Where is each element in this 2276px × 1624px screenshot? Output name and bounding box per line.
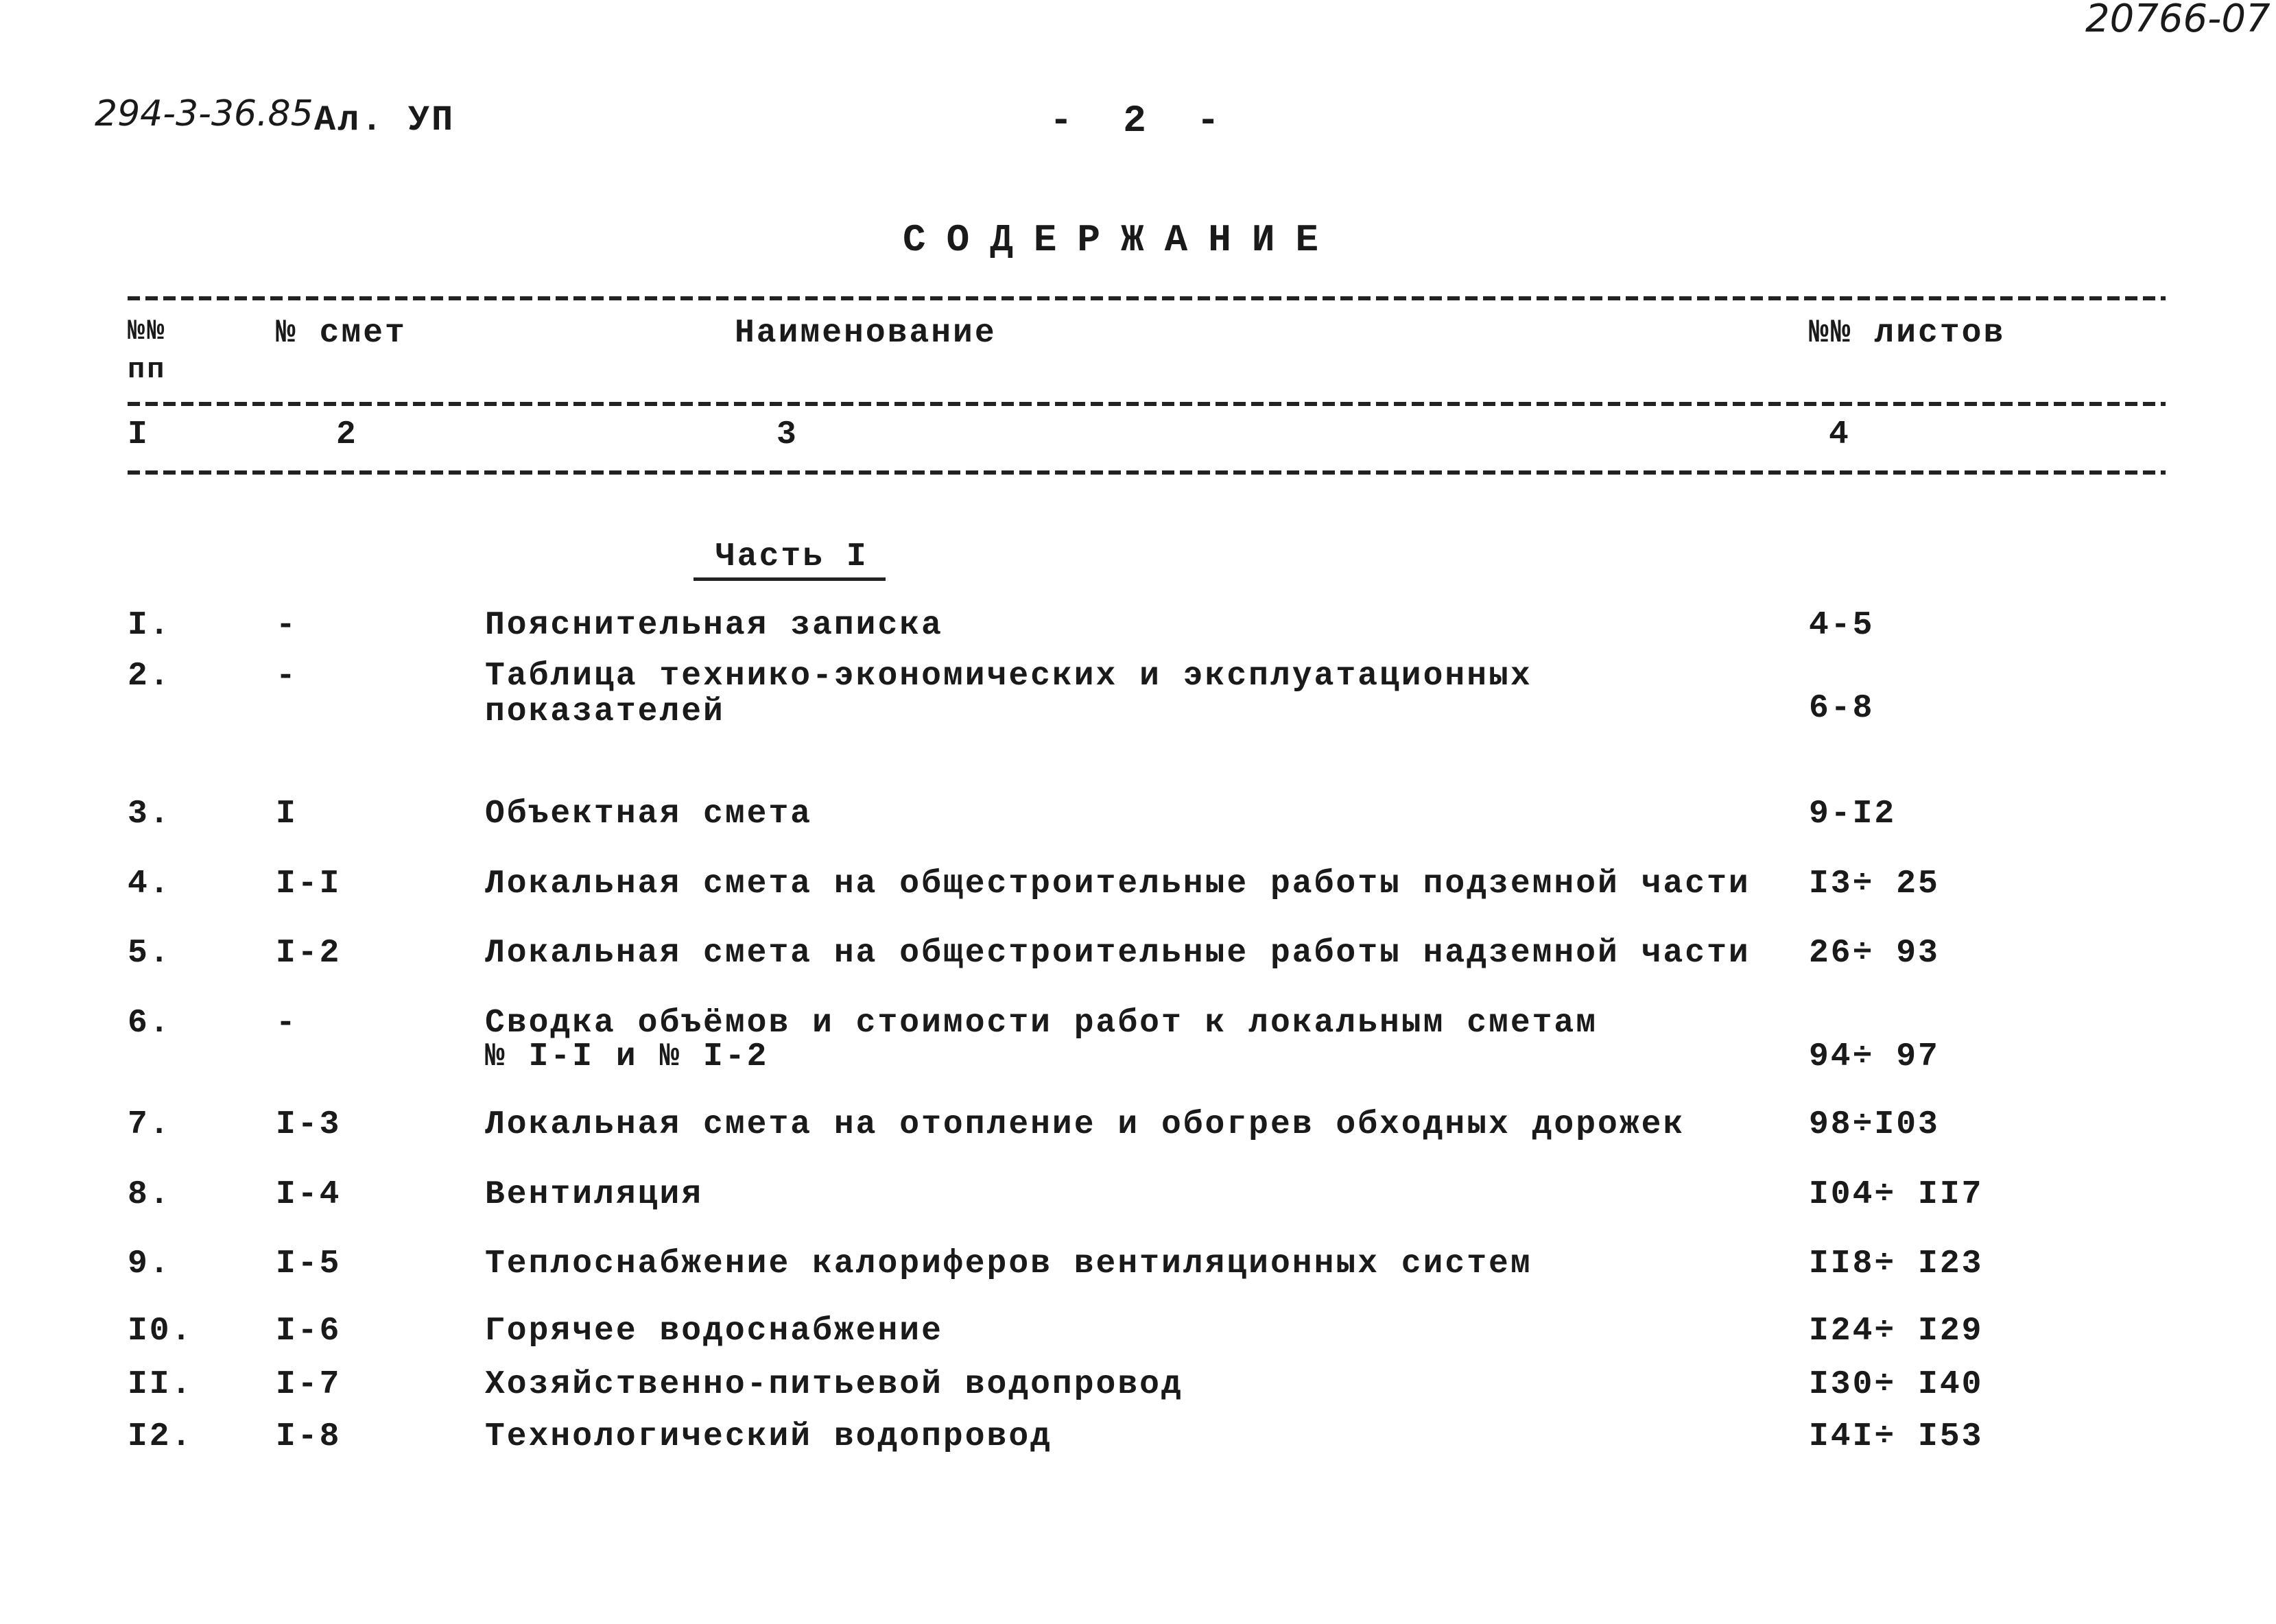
sheet-range: 4-5 (1809, 607, 1875, 644)
row-number: I2. (128, 1418, 193, 1455)
column-number-4: 4 (1829, 416, 1851, 453)
item-name: Локальная смета на общестроительные работы подземной части (485, 865, 1751, 903)
header-col4: №№ листов (1809, 315, 2006, 352)
sheet-range: 98÷I03 (1809, 1106, 1940, 1143)
estimate-number: I-5 (276, 1245, 342, 1282)
column-number-3: 3 (777, 416, 798, 453)
header-col2: № смет (276, 315, 407, 352)
estimate-number: I (276, 796, 298, 833)
sheet-range: 94÷ 97 (1809, 1038, 1940, 1075)
table-top-rule (128, 296, 2166, 300)
estimate-number: - (276, 658, 298, 695)
sheet-range: 6-8 (1809, 690, 1875, 727)
column-number-2: 2 (336, 416, 358, 453)
header-col1-line2: пп (128, 353, 167, 386)
sheet-range: I30÷ I40 (1809, 1366, 1984, 1403)
item-name: Пояснительная записка (485, 607, 943, 644)
row-number: 9. (128, 1245, 171, 1282)
estimate-number: I-3 (276, 1106, 342, 1143)
estimate-number: - (276, 1005, 298, 1042)
item-name: Таблица технико-экономических и эксплуатационных (485, 658, 1532, 695)
estimate-number: I-I (276, 865, 342, 903)
page-number: - 2 - (1050, 99, 1234, 143)
sheet-range: I24÷ I29 (1809, 1313, 1984, 1350)
estimate-number: I-6 (276, 1313, 342, 1350)
row-number: II. (128, 1366, 193, 1403)
item-name: Теплоснабжение калориферов вентиляционных систем (485, 1245, 1532, 1282)
column-number-1: I (128, 416, 150, 453)
sheet-range: I3÷ 25 (1809, 865, 1940, 903)
item-name-continued: показателей (485, 693, 725, 730)
row-number: 2. (128, 658, 171, 695)
sheet-range: I04÷ II7 (1809, 1176, 1984, 1213)
row-number: 4. (128, 865, 171, 903)
item-name: Вентиляция (485, 1176, 704, 1213)
header-col1: №№ (128, 315, 167, 348)
item-name: Локальная смета на общестроительные работы надземной части (485, 935, 1751, 972)
page-title: СОДЕРЖАНИЕ (903, 218, 1340, 262)
item-name: Сводка объёмов и стоимости работ к локальным сметам (485, 1005, 1598, 1042)
header-rule (128, 402, 2166, 406)
sheet-range: 9-I2 (1809, 796, 1897, 833)
section-underline (694, 577, 886, 581)
row-number: 5. (128, 935, 171, 972)
header-col3: Наименование (735, 315, 997, 352)
sheet-range: I4I÷ I53 (1809, 1418, 1984, 1455)
row-number: 8. (128, 1176, 171, 1213)
estimate-number: I-2 (276, 935, 342, 972)
album-label: Ал. УП (314, 100, 455, 141)
row-number: 6. (128, 1005, 171, 1042)
row-number: 7. (128, 1106, 171, 1143)
item-name: Хозяйственно-питьевой водопровод (485, 1366, 1183, 1403)
section-heading: Часть I (715, 538, 868, 575)
row-number: 3. (128, 796, 171, 833)
column-number-rule (128, 470, 2166, 475)
estimate-number: I-7 (276, 1366, 342, 1403)
sheet-range: II8÷ I23 (1809, 1245, 1984, 1282)
row-number: I. (128, 607, 171, 644)
item-name: Горячее водоснабжение (485, 1313, 943, 1350)
sheet-range: 26÷ 93 (1809, 935, 1940, 972)
estimate-number: I-8 (276, 1418, 342, 1455)
estimate-number: I-4 (276, 1176, 342, 1213)
item-name: Локальная смета на отопление и обогрев обходных дорожек (485, 1106, 1685, 1143)
archive-number: 20766-07 (2085, 0, 2271, 41)
item-name-continued: № I-I и № I-2 (485, 1038, 769, 1075)
row-number: I0. (128, 1313, 193, 1350)
estimate-number: - (276, 607, 298, 644)
document-code: 294-3-36.85 (95, 93, 313, 134)
item-name: Технологический водопровод (485, 1418, 1052, 1455)
item-name: Объектная смета (485, 796, 813, 833)
